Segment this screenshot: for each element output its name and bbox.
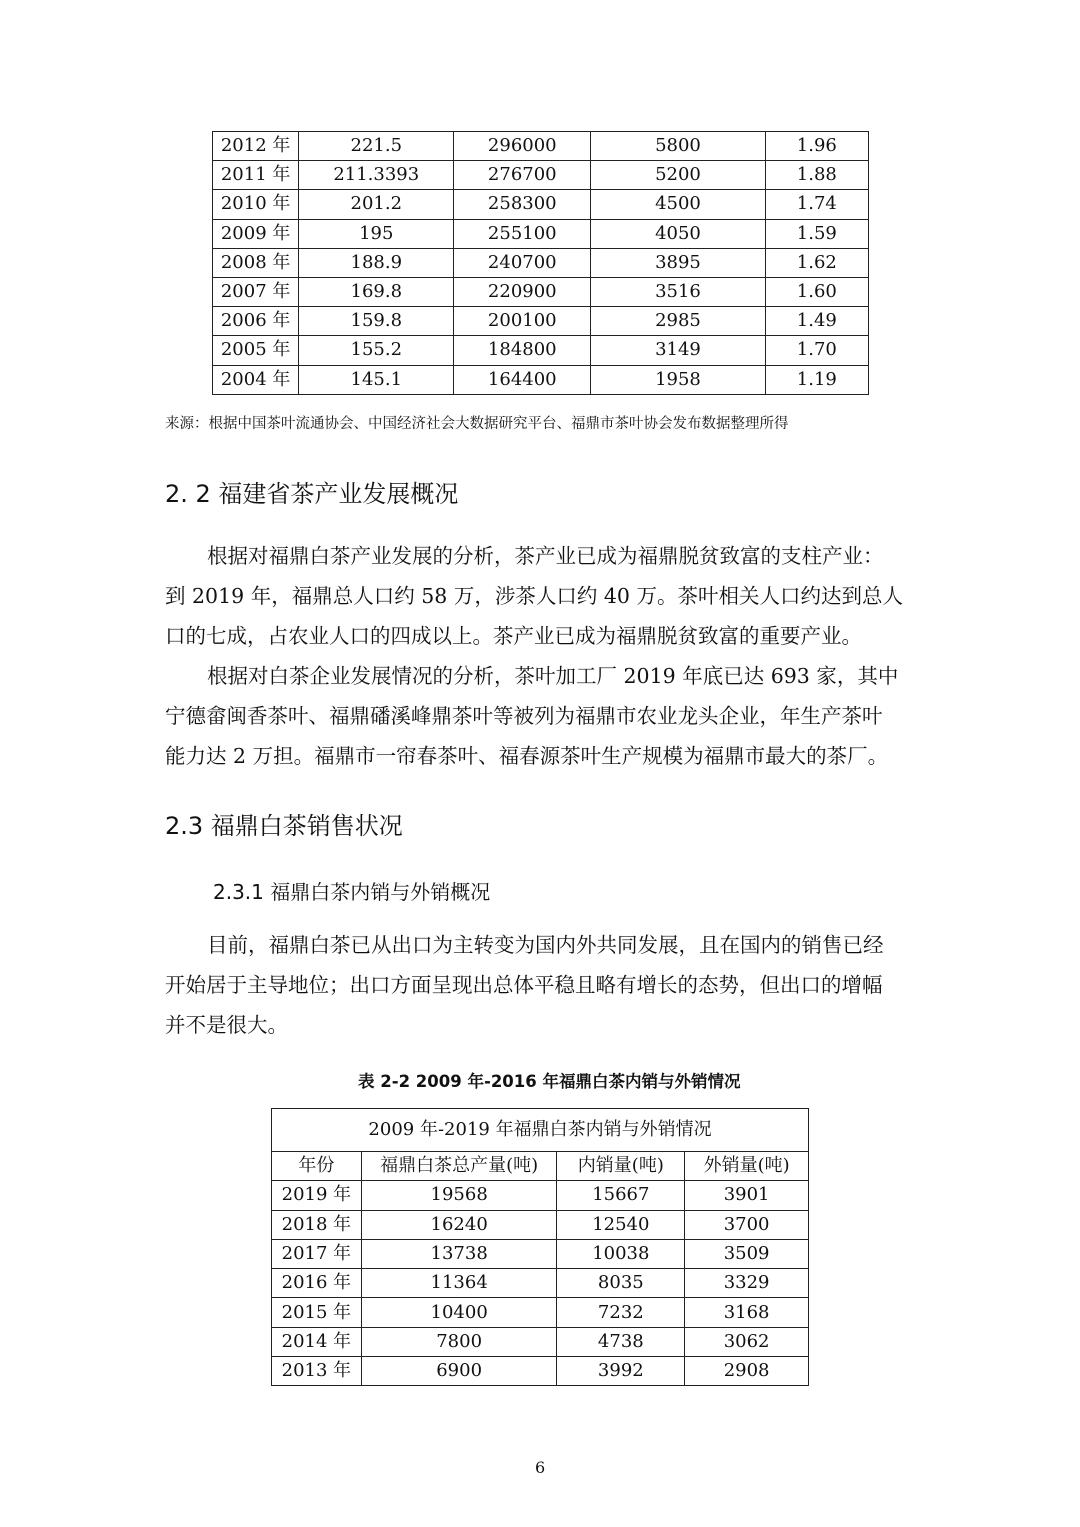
para1-line1: 根据对福鼎白茶产业发展的分析，茶产业已成为福鼎脱贫致富的支柱产业： xyxy=(207,544,884,568)
table-cell: 3149 xyxy=(591,336,765,365)
para2-line2: 宁德畲闽香茶叶、福鼎磻溪峰鼎茶叶等被列为福鼎市农业龙头企业，年生产茶叶 xyxy=(165,704,883,728)
table-cell: 1.49 xyxy=(765,307,868,336)
table-cell: 3700 xyxy=(685,1210,809,1239)
table-cell: 3901 xyxy=(685,1181,809,1210)
table-cell: 2018 年 xyxy=(272,1210,362,1239)
para3-line2: 开始居于主导地位；出口方面呈现出总体平稳且略有增长的态势，但出口的增幅 xyxy=(165,973,883,997)
table-cell: 10400 xyxy=(361,1298,557,1327)
para1-line2: 到 2019 年，福鼎总人口约 58 万，涉茶人口约 40 万。茶叶相关人口约达到总人 xyxy=(165,584,903,608)
table-cell: 276700 xyxy=(454,161,591,190)
table-cell: 8035 xyxy=(557,1269,685,1298)
table-row xyxy=(272,1269,809,1298)
table-row xyxy=(213,307,869,336)
para3-line1: 目前，福鼎白茶已从出口为主转变为国内外共同发展，且在国内的销售已经 xyxy=(207,933,884,957)
para2-line3: 能力达 2 万担。福鼎市一帘春茶叶、福春源茶叶生产规模为福鼎市最大的茶厂。 xyxy=(165,744,889,768)
table-cell: 7800 xyxy=(361,1327,557,1356)
table2-caption: 表 2-2 2009 年-2016 年福鼎白茶内销与外销情况 xyxy=(358,1072,741,1091)
para3-line3: 并不是很大。 xyxy=(165,1013,288,1037)
table-cell: 10038 xyxy=(557,1239,685,1268)
table-cell: 4738 xyxy=(557,1327,685,1356)
table-source-note: 来源：根据中国茶叶流通协会、中国经济社会大数据研究平台、福鼎市茶叶协会发布数据整理所得 xyxy=(165,416,789,432)
table-cell: 255100 xyxy=(454,219,591,248)
table-cell: 159.8 xyxy=(299,307,454,336)
table-cell: 4050 xyxy=(591,219,765,248)
table-cell: 6900 xyxy=(361,1357,557,1386)
section-2-3-1-heading: 2.3.1 福鼎白茶内销与外销概况 xyxy=(213,880,491,904)
page-number: 6 xyxy=(535,1458,546,1477)
sales-table-title: 2009 年-2019 年福鼎白茶内销与外销情况 xyxy=(272,1109,809,1152)
table-row xyxy=(213,277,869,306)
table-cell: 1.19 xyxy=(765,365,868,394)
table-row xyxy=(272,1181,809,1210)
table-cell: 3992 xyxy=(557,1357,685,1386)
table-cell: 2013 年 xyxy=(272,1357,362,1386)
sales-table-title-row xyxy=(272,1109,809,1152)
table-cell: 1.62 xyxy=(765,248,868,277)
table-cell: 12540 xyxy=(557,1210,685,1239)
table-row xyxy=(213,132,869,161)
table-cell: 1.60 xyxy=(765,277,868,306)
table-cell: 4500 xyxy=(591,190,765,219)
table-cell: 201.2 xyxy=(299,190,454,219)
table-cell: 2010 年 xyxy=(213,190,299,219)
table-row xyxy=(272,1327,809,1356)
table-cell: 1958 xyxy=(591,365,765,394)
sales-table xyxy=(271,1108,809,1386)
table-cell: 19568 xyxy=(361,1181,557,1210)
table-cell: 145.1 xyxy=(299,365,454,394)
table-row xyxy=(213,248,869,277)
header-year: 年份 xyxy=(272,1152,362,1181)
section-2-2-heading: 2. 2 福建省茶产业发展概况 xyxy=(165,480,459,508)
table-row xyxy=(213,161,869,190)
table-cell: 7232 xyxy=(557,1298,685,1327)
table-cell: 1.74 xyxy=(765,190,868,219)
table-cell: 188.9 xyxy=(299,248,454,277)
header-export-sales: 外销量(吨) xyxy=(685,1152,809,1181)
table-cell: 184800 xyxy=(454,336,591,365)
table-cell: 3516 xyxy=(591,277,765,306)
table-cell: 3509 xyxy=(685,1239,809,1268)
table-row xyxy=(213,219,869,248)
table-cell: 16240 xyxy=(361,1210,557,1239)
table-cell: 195 xyxy=(299,219,454,248)
table-row xyxy=(213,336,869,365)
table-cell: 2985 xyxy=(591,307,765,336)
table-cell: 2009 年 xyxy=(213,219,299,248)
production-table-body xyxy=(213,132,869,395)
table-cell: 220900 xyxy=(454,277,591,306)
production-table xyxy=(212,131,869,395)
table-cell: 2005 年 xyxy=(213,336,299,365)
table-cell: 13738 xyxy=(361,1239,557,1268)
header-domestic-sales: 内销量(吨) xyxy=(557,1152,685,1181)
table-cell: 2019 年 xyxy=(272,1181,362,1210)
table-cell: 1.96 xyxy=(765,132,868,161)
table-cell: 2006 年 xyxy=(213,307,299,336)
table-row xyxy=(213,190,869,219)
table-cell: 296000 xyxy=(454,132,591,161)
table-cell: 3895 xyxy=(591,248,765,277)
para2-line1: 根据对白茶企业发展情况的分析，茶叶加工厂 2019 年底已达 693 家，其中 xyxy=(207,664,899,688)
table-cell: 258300 xyxy=(454,190,591,219)
table-cell: 240700 xyxy=(454,248,591,277)
para1-line3: 口的七成，占农业人口的四成以上。茶产业已成为福鼎脱贫致富的重要产业。 xyxy=(165,624,862,648)
table-cell: 169.8 xyxy=(299,277,454,306)
table-row xyxy=(272,1298,809,1327)
table-cell: 1.70 xyxy=(765,336,868,365)
table-cell: 11364 xyxy=(361,1269,557,1298)
table-cell: 2004 年 xyxy=(213,365,299,394)
table-cell: 155.2 xyxy=(299,336,454,365)
table-cell: 2017 年 xyxy=(272,1239,362,1268)
table-cell: 2011 年 xyxy=(213,161,299,190)
table-cell: 5200 xyxy=(591,161,765,190)
table-cell: 2014 年 xyxy=(272,1327,362,1356)
table-cell: 15667 xyxy=(557,1181,685,1210)
table-row xyxy=(272,1357,809,1386)
table-cell: 3062 xyxy=(685,1327,809,1356)
table-cell: 2007 年 xyxy=(213,277,299,306)
table-row xyxy=(272,1210,809,1239)
table-cell: 5800 xyxy=(591,132,765,161)
table-row xyxy=(272,1239,809,1268)
header-total-output: 福鼎白茶总产量(吨) xyxy=(361,1152,557,1181)
table-cell: 2908 xyxy=(685,1357,809,1386)
table-row xyxy=(213,365,869,394)
table-cell: 2008 年 xyxy=(213,248,299,277)
table-cell: 2012 年 xyxy=(213,132,299,161)
table-cell: 3168 xyxy=(685,1298,809,1327)
table-cell: 2015 年 xyxy=(272,1298,362,1327)
sales-table-body xyxy=(272,1109,809,1386)
table-cell: 211.3393 xyxy=(299,161,454,190)
table-cell: 221.5 xyxy=(299,132,454,161)
table-cell: 1.88 xyxy=(765,161,868,190)
section-2-3-heading: 2.3 福鼎白茶销售状况 xyxy=(165,812,403,840)
table-cell: 2016 年 xyxy=(272,1269,362,1298)
table-cell: 164400 xyxy=(454,365,591,394)
table-cell: 3329 xyxy=(685,1269,809,1298)
sales-table-header-row xyxy=(272,1152,809,1181)
table-cell: 1.59 xyxy=(765,219,868,248)
table-cell: 200100 xyxy=(454,307,591,336)
